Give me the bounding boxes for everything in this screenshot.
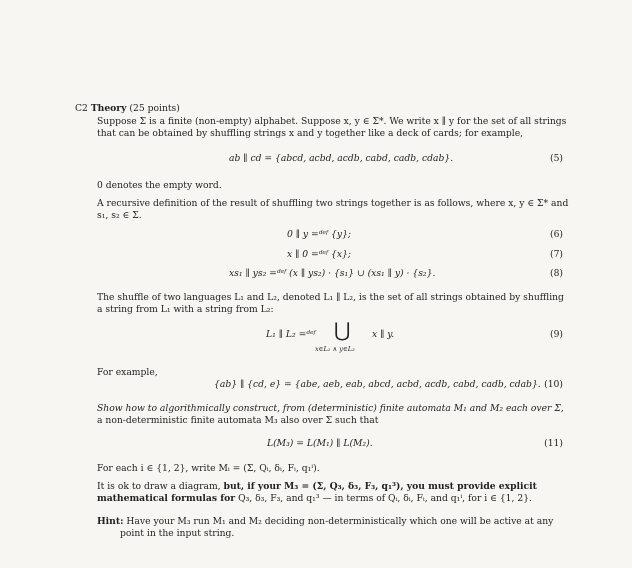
- hint-text-1: Have your M₃ run M₁ and M₂ deciding non-deterministically which one will be active at any: [126, 516, 554, 527]
- equation-8-number: (8): [549, 268, 563, 279]
- equation-9-rhs: x ∥ y.: [372, 329, 395, 340]
- shuffle-def-line-2: a string from L₁ with a string from L₂:: [97, 304, 274, 315]
- for-example-text: For example,: [97, 367, 158, 378]
- intro-line-1: Suppose Σ is a finite (non-empty) alphabet. Suppose x, y ∈ Σ*. We write x ∥ y for the set of all strings: [97, 116, 567, 127]
- equation-11-number: (11): [544, 438, 563, 449]
- equation-10-number: (10): [544, 379, 563, 390]
- shuffle-def-line-1: The shuffle of two languages L₁ and L₂, denoted L₁ ∥ L₂, is the set of all strings obtained by shuffling: [97, 292, 564, 303]
- equation-6: 0 ∥ y =ᵈᵉᶠ {y};: [287, 229, 352, 240]
- ok-line-2-rest: Q₃, δ₃, F₃, and q₁³ — in terms of Qᵢ, δᵢ, Fᵢ, and q₁ⁱ, for i ∈ {1, 2}.: [238, 493, 532, 504]
- hint-line-2: point in the input string.: [120, 528, 235, 539]
- equation-9-subscript: x∈L₁ ∧ y∈L₂: [315, 345, 355, 353]
- section-number: C2: [75, 103, 88, 114]
- section-title: Theory: [90, 103, 127, 114]
- ok-line-1-bold: but, if your M₃ = (Σ, Q₃, δ₃, F₃, q₁³), you must provide explicit: [223, 481, 537, 492]
- ok-line-1-normal: It is ok to draw a diagram,: [97, 481, 221, 492]
- empty-word-note: 0 denotes the empty word.: [97, 180, 222, 191]
- equation-11: L(M₃) = L(M₁) ∥ L(M₂).: [267, 438, 373, 449]
- equation-9-number: (9): [549, 329, 563, 340]
- hint-line-1: [97, 516, 553, 528]
- ok-line-2: [97, 493, 532, 505]
- for-each-i-text: For each i ∈ {1, 2}, write Mᵢ = (Σ, Qᵢ, δᵢ, Fᵢ, q₁ⁱ).: [97, 463, 320, 474]
- equation-10: {ab} ∥ {cd, e} = {abe, aeb, eab, abcd, acbd, acdb, cabd, cadb, cdab}.: [214, 379, 541, 390]
- equation-5-number: (5): [549, 153, 563, 164]
- hint-label: Hint:: [97, 516, 124, 527]
- section-heading: [75, 103, 180, 115]
- big-union-symbol: ⋃: [334, 318, 351, 342]
- intro-line-2: that can be obtained by shuffling strings x and y together like a deck of cards; for example,: [97, 128, 524, 139]
- ok-line-1: [97, 481, 537, 493]
- equation-6-number: (6): [549, 229, 563, 240]
- recursive-line-1: A recursive definition of the result of shuffling two strings together is as follows, where x, y ∈ Σ* and: [97, 198, 569, 209]
- equation-7: x ∥ 0 =ᵈᵉᶠ {x};: [287, 249, 351, 260]
- task-line-2: a non-deterministic finite automata M₃ also over Σ such that: [97, 415, 379, 426]
- equation-7-number: (7): [549, 249, 563, 260]
- equation-8: xs₁ ∥ ys₂ =ᵈᵉᶠ (x ∥ ys₂) · {s₁} ∪ (xs₁ ∥ y) · {s₂}.: [229, 268, 436, 279]
- recursive-line-2: s₁, s₂ ∈ Σ.: [97, 210, 142, 221]
- equation-9-lhs: L₁ ∥ L₂ =ᵈᵉᶠ: [266, 329, 316, 340]
- equation-5: ab ∥ cd = {abcd, acbd, acdb, cabd, cadb, cdab}.: [229, 153, 454, 164]
- ok-line-2-bold: mathematical formulas for: [97, 493, 236, 504]
- task-line-1: Show how to algorithmically construct, from (deterministic) finite automata M₁ and M₂ each over Σ,: [97, 403, 564, 414]
- section-points: (25 points): [129, 103, 180, 114]
